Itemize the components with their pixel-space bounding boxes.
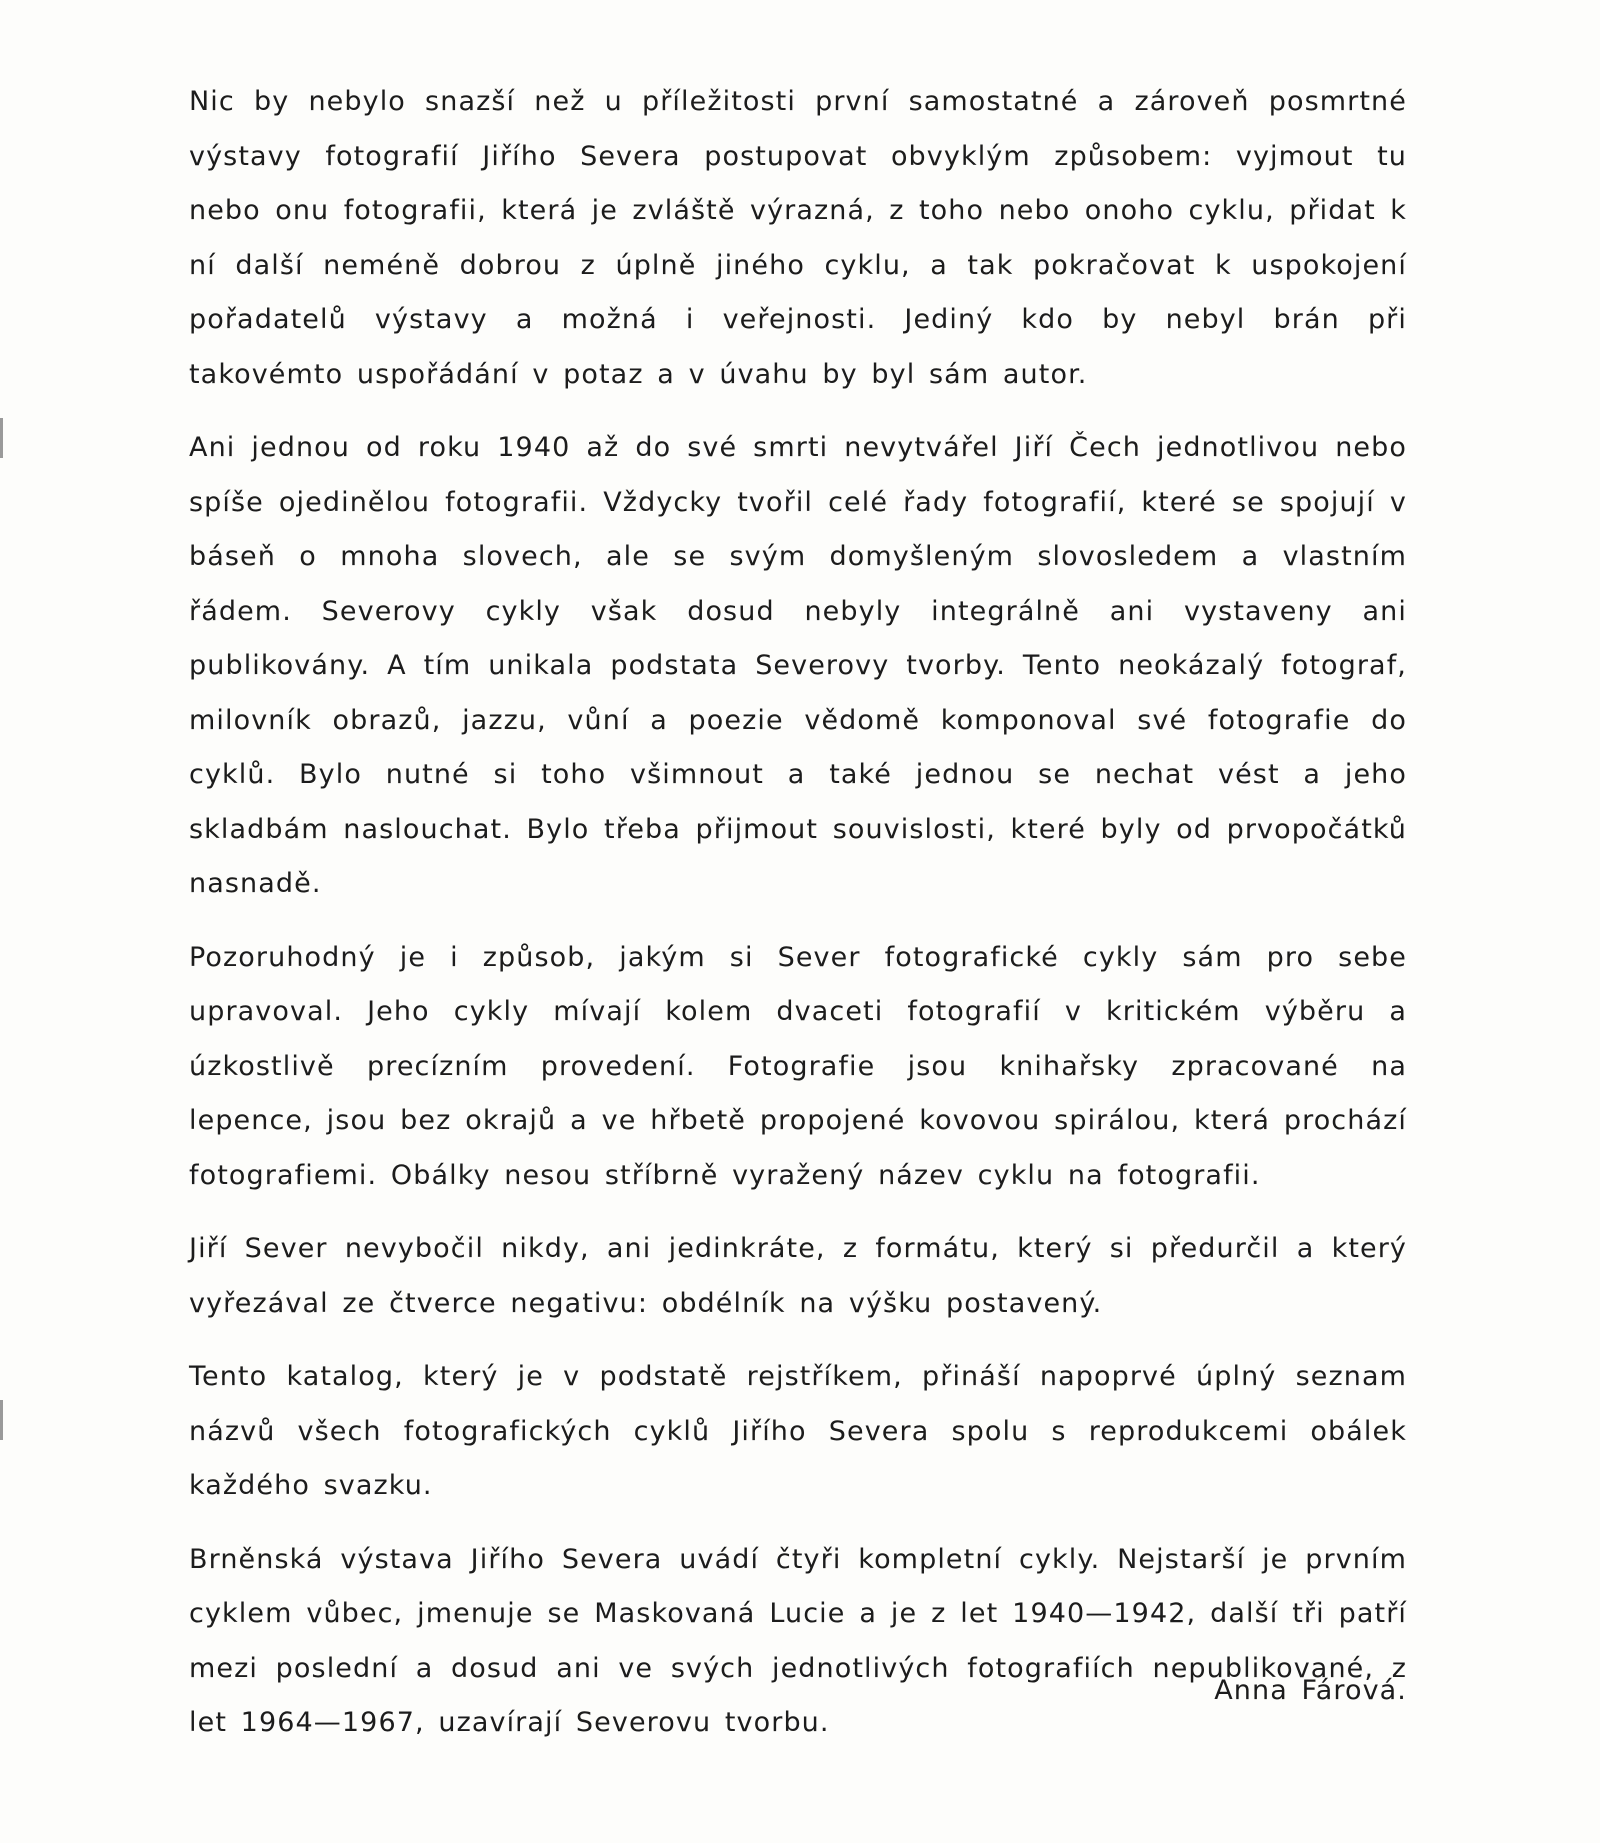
text-column (189, 75, 1407, 1770)
paragraph-2: Ani jednou od roku 1940 až do své smrti nevytvářel Jiří Čech jednotlivou nebo spíše ojedinělou fotografii. Vždycky tvořil celé řady fotografií, které se spojují v báseň o mnoha slovech, ale se svým domyšleným slovosledem a vlastním řádem. Severovy cykly však dosud nebyly integrálně ani vystaveny ani publikovány. A tím unikala podstata Severovy tvorby. Tento neokázalý fotograf, milovník obrazů, jazzu, vůní a poezie vědomě komponoval své fotografie do cyklů. Bylo nutné si toho všimnout a také jednou se nechat vést a jeho skladbám naslouchat. Bylo třeba přijmout souvislosti, které byly od prvopočátků nasnadě. (189, 432, 1407, 899)
author-signature: Anna Fárová. (1214, 1675, 1407, 1706)
scan-edge-mark-bottom (0, 1400, 3, 1440)
paragraph-3: Pozoruhodný je i způsob, jakým si Sever fotografické cykly sám pro sebe upravoval. Jeho cykly mívají kolem dvaceti fotografií v kritickém výběru a úzkostlivě precízním provedení. Fotografie jsou knihařsky zpracované na lepence, jsou bez okrajů a ve hřbetě propojené kovovou spirálou, která prochází fotografiemi. Obálky nesou stříbrně vyražený název cyklu na fotografii. (189, 941, 1407, 1191)
paragraph-6: Brněnská výstava Jiřího Severa uvádí čtyři kompletní cykly. Nejstarší je prvním cyklem vůbec, jmenuje se Maskovaná Lucie a je z let 1940—1942, další tři patří mezi poslední a dosud ani ve svých jednotlivých fotografiích nepublikované, z let 1964—1967, uzavírají Severovu tvorbu. (189, 1543, 1407, 1738)
paragraph-1: Nic by nebylo snazší než u příležitosti první samostatné a zároveň posmrtné výstavy fotografií Jiřího Severa postupovat obvyklým způsobem: vyjmout tu nebo onu fotografii, která je zvláště výrazná, z toho nebo onoho cyklu, přidat k ní další neméně dobrou z úplně jiného cyklu, a tak pokračovat k uspokojení pořadatelů výstavy a možná i veřejnosti. Jediný kdo by nebyl brán při takovémto uspořádání v potaz a v úvahu by byl sám autor. (189, 86, 1407, 390)
paragraph-5: Tento katalog, který je v podstatě rejstříkem, přináší napoprvé úplný seznam názvů všech fotografických cyklů Jiřího Severa spolu s reprodukcemi obálek každého svazku. (189, 1361, 1407, 1501)
scan-edge-mark-top (0, 418, 3, 458)
paragraph-4: Jiří Sever nevybočil nikdy, ani jedinkráte, z formátu, který si předurčil a který vyřezával ze čtverce negativu: obdélník na výšku postavený. (189, 1233, 1407, 1319)
